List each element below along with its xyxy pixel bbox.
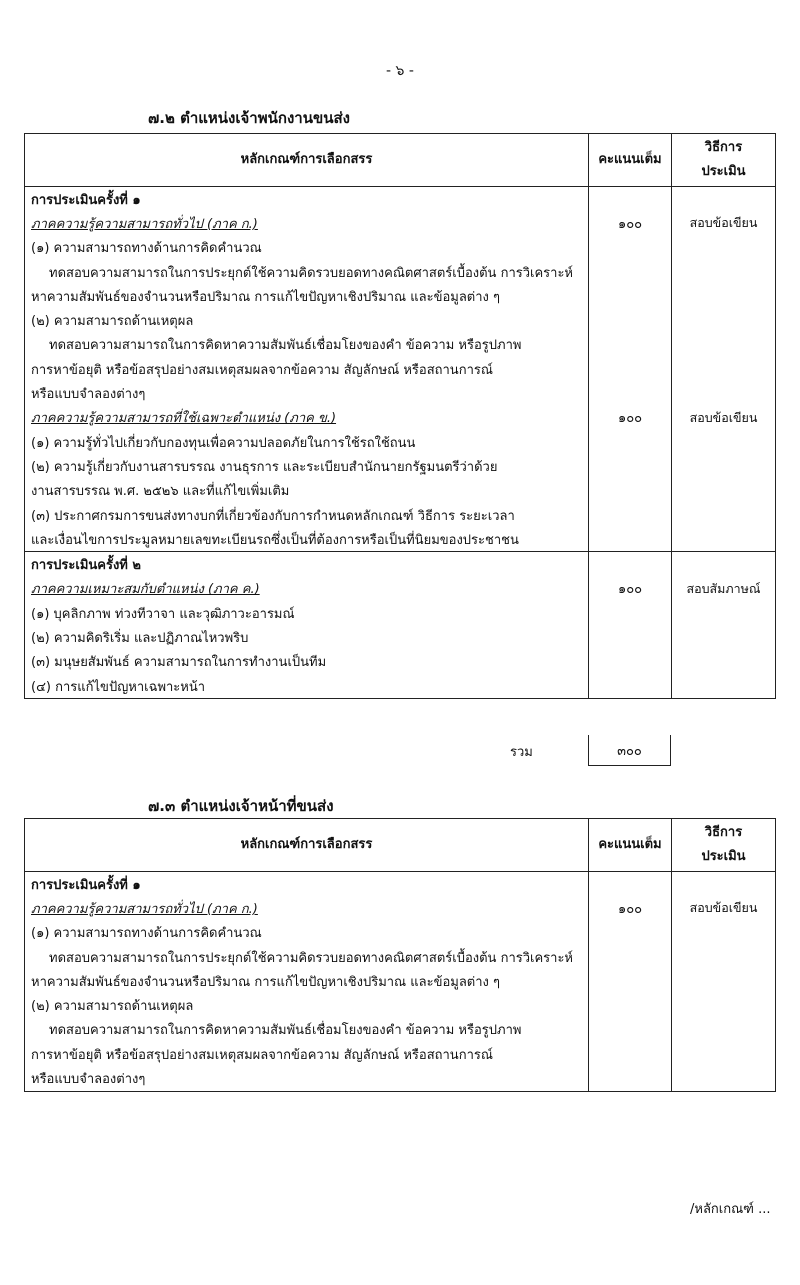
round-title: การประเมินครั้งที่ ๑ (31, 877, 141, 893)
score-cell (588, 625, 671, 649)
method-cell (671, 674, 775, 698)
criteria-cell (25, 1042, 588, 1066)
method-cell (671, 650, 775, 674)
criteria-cell (25, 430, 588, 454)
criteria-text: หาความสัมพันธ์ของจำนวนหรือปริมาณ การแก้ไขปัญหาเชิงปริมาณ และข้อมูลต่าง ๆ (31, 974, 501, 990)
method-cell (671, 454, 775, 478)
criteria-text: และเงื่อนไขการประมูลหมายเลขทะเบียนรถซึ่งเป็นที่ต้องการหรือเป็นที่นิยมของประชาชน (31, 532, 519, 548)
criteria-text: (๓) มนุษยสัมพันธ์ ความสามารถในการทำงานเป็นทีม (31, 655, 327, 671)
table-row (25, 625, 775, 649)
criteria-cell (25, 503, 588, 527)
criteria-cell (25, 284, 588, 308)
method-cell (671, 872, 775, 896)
criteria-cell (25, 236, 588, 260)
criteria-cell (25, 921, 588, 945)
score-cell (588, 1018, 671, 1042)
table-row (25, 236, 775, 260)
criteria-cell (25, 357, 588, 381)
criteria-table-7-2 (24, 133, 776, 699)
method-cell (671, 1066, 775, 1090)
criteria-cell (25, 1066, 588, 1090)
method-cell (671, 284, 775, 308)
criteria-cell (25, 308, 588, 332)
table-row (25, 430, 775, 454)
part-title: ภาคความรู้ความสามารถที่ใช้เฉพาะตำแหน่ง (ภาค ข.) (31, 411, 337, 427)
table-row (25, 527, 775, 551)
section-heading-7-2: ๗.๒ ตำแหน่งเจ้าพนักงานขนส่ง (148, 109, 350, 127)
table-row (25, 1042, 775, 1066)
score-cell (588, 284, 671, 308)
table-row (25, 284, 775, 308)
criteria-text: (๓) ประกาศกรมการขนส่งทางบกที่เกี่ยวข้องกับการกำหนดหลักเกณฑ์ วิธีการ ระยะเวลา (31, 508, 515, 524)
table-row (25, 333, 775, 357)
header-method (671, 134, 775, 186)
header-method-line1: วิธีการ (704, 825, 743, 840)
method-cell (671, 993, 775, 1017)
criteria-cell (25, 333, 588, 357)
criteria-text: (๑) ความรู้ทั่วไปเกี่ยวกับกองทุนเพื่อความปลอดภัยในการใช้รถใช้ถนน (31, 435, 416, 451)
method-cell (671, 187, 775, 211)
method-cell (671, 552, 775, 576)
method-cell (671, 503, 775, 527)
criteria-text: (๑) ความสามารถทางด้านการคิดคำนวณ (31, 241, 262, 257)
table-row (25, 187, 775, 211)
table-row (25, 381, 775, 405)
criteria-text: ทดสอบความสามารถในการคิดหาความสัมพันธ์เชื่อมโยงของคำ ข้อความ หรือรูปภาพ (49, 338, 522, 354)
criteria-cell (25, 454, 588, 478)
score-cell (588, 187, 671, 211)
table-row (25, 357, 775, 381)
criteria-cell (25, 945, 588, 969)
criteria-text: การหาข้อยุติ หรือข้อสรุปอย่างสมเหตุสมผลจากข้อความ สัญลักษณ์ หรือสถานการณ์ (31, 1047, 493, 1063)
score-cell (588, 552, 671, 576)
section-heading-7-3: ๗.๓ ตำแหน่งเจ้าหน้าที่ขนส่ง (148, 797, 334, 815)
criteria-text: หรือแบบจำลองต่างๆ (31, 1072, 146, 1088)
table-row (25, 308, 775, 332)
table-row (25, 211, 775, 235)
method-cell (671, 430, 775, 454)
criteria-text: ทดสอบความสามารถในการคิดหาความสัมพันธ์เชื่อมโยงของคำ ข้อความ หรือรูปภาพ (49, 1023, 522, 1039)
score-cell (588, 430, 671, 454)
method-cell (671, 527, 775, 551)
part-title: ภาคความเหมาะสมกับตำแหน่ง (ภาค ค.) (31, 582, 260, 598)
criteria-text: (๔) การแก้ไขปัญหาเฉพาะหน้า (31, 679, 206, 695)
header-method-line2: ประเมิน (701, 164, 746, 179)
criteria-table-7-3 (24, 818, 776, 1092)
method-cell: สอบข้อเขียน (671, 211, 775, 235)
header-criteria: หลักเกณฑ์การเลือกสรร (240, 837, 373, 852)
score-cell (588, 1042, 671, 1066)
score-cell: ๑๐๐ (588, 211, 671, 235)
table-row (25, 945, 775, 969)
table-row (25, 1066, 775, 1090)
criteria-text: (๒) ความรู้เกี่ยวกับงานสารบรรณ งานธุรการ และระเบียบสำนักนายกรัฐมนตรีว่าด้วย (31, 459, 498, 475)
criteria-cell (25, 872, 588, 896)
score-cell (588, 381, 671, 405)
criteria-text: (๒) ความคิดริเริ่ม และปฏิภาณไหวพริบ (31, 630, 249, 646)
criteria-cell (25, 187, 588, 211)
total-score: ๓๐๐ (588, 735, 671, 766)
header-method-line2: ประเมิน (701, 849, 746, 864)
criteria-text: งานสารบรรณ พ.ศ. ๒๕๒๖ และที่แก้ไขเพิ่มเติม (31, 484, 290, 500)
method-cell (671, 479, 775, 503)
criteria-cell (25, 211, 588, 235)
round-title: การประเมินครั้งที่ ๒ (31, 558, 141, 574)
method-cell (671, 357, 775, 381)
table-row (25, 406, 775, 430)
table-row (25, 260, 775, 284)
method-cell (671, 921, 775, 945)
method-cell (671, 333, 775, 357)
criteria-cell (25, 969, 588, 993)
header-method-line1: วิธีการ (704, 140, 743, 155)
criteria-text: (๒) ความสามารถด้านเหตุผล (31, 314, 194, 330)
score-cell (588, 357, 671, 381)
round-title: การประเมินครั้งที่ ๑ (31, 192, 141, 208)
table-row (25, 872, 775, 896)
criteria-cell (25, 527, 588, 551)
method-cell (671, 1042, 775, 1066)
criteria-text: (๑) ความสามารถทางด้านการคิดคำนวณ (31, 926, 262, 942)
score-cell (588, 674, 671, 698)
table-header (25, 134, 775, 187)
score-cell (588, 260, 671, 284)
score-cell: ๑๐๐ (588, 406, 671, 430)
score-cell (588, 308, 671, 332)
score-cell: ๑๐๐ (588, 577, 671, 601)
table-row (25, 479, 775, 503)
criteria-cell (25, 650, 588, 674)
criteria-cell (25, 625, 588, 649)
table-row (25, 454, 775, 478)
evaluation-section (25, 872, 775, 1091)
method-cell (671, 308, 775, 332)
table-row (25, 503, 775, 527)
score-cell (588, 872, 671, 896)
criteria-text: ทดสอบความสามารถในการประยุกต์ใช้ความคิดรวบยอดทางคณิตศาสตร์เบื้องต้น การวิเคราะห์ (49, 950, 574, 966)
score-cell (588, 601, 671, 625)
header-method (671, 819, 775, 871)
method-cell (671, 945, 775, 969)
score-cell (588, 945, 671, 969)
table-row (25, 552, 775, 576)
score-cell: ๑๐๐ (588, 896, 671, 920)
table-row (25, 601, 775, 625)
evaluation-section (25, 552, 775, 698)
criteria-cell (25, 479, 588, 503)
method-cell: สอบข้อเขียน (671, 406, 775, 430)
header-score: คะแนนเต็ม (588, 134, 671, 186)
table-row (25, 577, 775, 601)
method-cell (671, 1018, 775, 1042)
criteria-cell (25, 577, 588, 601)
criteria-text: หาความสัมพันธ์ของจำนวนหรือปริมาณ การแก้ไขปัญหาเชิงปริมาณ และข้อมูลต่าง ๆ (31, 289, 501, 305)
score-cell (588, 333, 671, 357)
method-cell (671, 381, 775, 405)
score-cell (588, 921, 671, 945)
table-row (25, 650, 775, 674)
header-criteria: หลักเกณฑ์การเลือกสรร (240, 152, 373, 167)
header-score: คะแนนเต็ม (588, 819, 671, 871)
score-cell (588, 236, 671, 260)
score-cell (588, 993, 671, 1017)
method-cell: สอบข้อเขียน (671, 896, 775, 920)
method-cell (671, 236, 775, 260)
score-cell (588, 650, 671, 674)
method-cell: สอบสัมภาษณ์ (671, 577, 775, 601)
criteria-cell (25, 406, 588, 430)
criteria-cell (25, 993, 588, 1017)
part-title: ภาคความรู้ความสามารถทั่วไป (ภาค ก.) (31, 901, 258, 917)
criteria-text: (๒) ความสามารถด้านเหตุผล (31, 999, 194, 1015)
table-row (25, 993, 775, 1017)
score-cell (588, 503, 671, 527)
criteria-text: การหาข้อยุติ หรือข้อสรุปอย่างสมเหตุสมผลจากข้อความ สัญลักษณ์ หรือสถานการณ์ (31, 362, 493, 378)
table-row (25, 1018, 775, 1042)
table-header (25, 819, 775, 872)
table-row (25, 896, 775, 920)
score-cell (588, 479, 671, 503)
table-row (25, 921, 775, 945)
method-cell (671, 260, 775, 284)
criteria-cell (25, 674, 588, 698)
criteria-cell (25, 552, 588, 576)
evaluation-section (25, 187, 775, 552)
table-row (25, 674, 775, 698)
method-cell (671, 601, 775, 625)
method-cell (671, 969, 775, 993)
criteria-cell (25, 1018, 588, 1042)
score-cell (588, 527, 671, 551)
score-cell (588, 969, 671, 993)
criteria-text: ทดสอบความสามารถในการประยุกต์ใช้ความคิดรวบยอดทางคณิตศาสตร์เบื้องต้น การวิเคราะห์ (49, 265, 574, 281)
criteria-text: หรือแบบจำลองต่างๆ (31, 387, 146, 403)
criteria-text: (๑) บุคลิกภาพ ท่วงทีวาจา และวุฒิภาวะอารมณ์ (31, 606, 295, 622)
criteria-cell (25, 896, 588, 920)
part-title: ภาคความรู้ความสามารถทั่วไป (ภาค ก.) (31, 216, 258, 232)
score-cell (588, 1066, 671, 1090)
total-label: รวม (510, 745, 533, 760)
page-number: - ๖ - (386, 63, 414, 79)
criteria-cell (25, 601, 588, 625)
criteria-cell (25, 381, 588, 405)
criteria-cell (25, 260, 588, 284)
score-cell (588, 454, 671, 478)
method-cell (671, 625, 775, 649)
table-row (25, 969, 775, 993)
continuation-note: /หลักเกณฑ์ ... (690, 1202, 771, 1217)
